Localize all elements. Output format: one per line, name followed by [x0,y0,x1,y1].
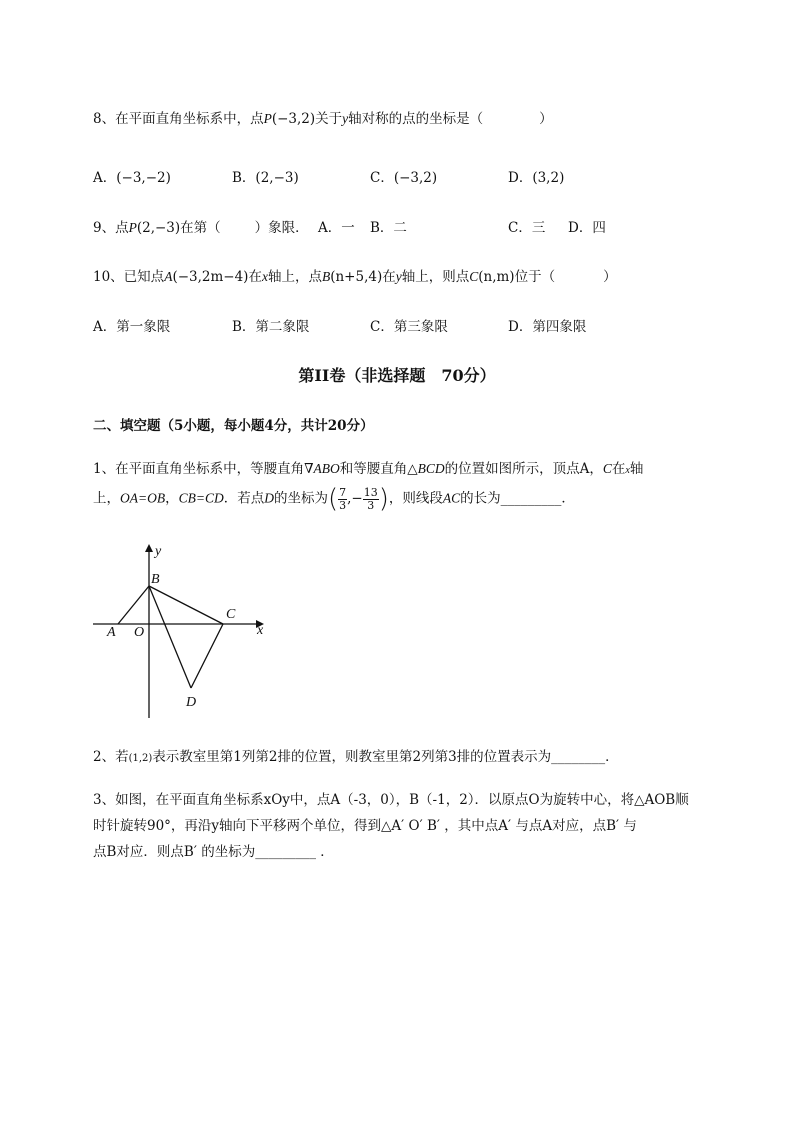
section-heading: 二、填空题（5小题，每小题4分，共计20分） [93,418,374,434]
segment-cd [191,624,223,688]
label-x: x [257,623,264,638]
y-axis-arrow [145,544,153,552]
q8-option-c[interactable]: C．(−3,2) [370,170,438,186]
q8-option-a[interactable]: A．(−3,−2) [93,170,171,186]
fill-3-line-1: 3、如图，在平面直角坐标系xOy中，点A（-3，0），B（-1，2）．以原点O为旋转中心，将△AOB顺 [93,792,689,808]
label-c: C [226,607,236,622]
label-b: B [151,572,160,587]
segment-ab [118,586,149,624]
fill-3-line-3: 点B对应．则点B′ 的坐标为_________ ． [93,844,334,860]
q10-option-d[interactable]: D．第四象限 [508,319,587,335]
segment-bc [149,586,223,624]
fill-3-line-2: 时针旋转90°，再沿y轴向下平移两个单位，得到△A′ O′ B′ ，其中点A′ 与点A对应，点B′ 与 [93,818,637,834]
question-10-stem: 10、已知点A(−3,2m−4)在x轴上，点B(n+5,4)在y轴上，则点C(n,m)位于（ ） [93,269,617,285]
q9-option-c[interactable]: C．三 [508,220,546,236]
q10-option-a[interactable]: A．第一象限 [93,319,171,335]
q10-option-b[interactable]: B．第二象限 [232,319,310,335]
fill-1-line-2: 上，OA=OB，CB=CD．若点D的坐标为( $\frac{7}{3}$ ,− $\frac{13}{3}$ )，则线段AC的长为_________． [93,484,575,514]
q9-option-b[interactable]: B．二 [370,220,407,236]
question-8-stem: 8、在平面直角坐标系中，点P(−3,2)关于y轴对称的点的坐标是（ ） [93,111,553,127]
q9-option-d[interactable]: D．四 [568,220,606,236]
q10-option-c[interactable]: C．第三象限 [370,319,448,335]
coordinate-figure [88,540,278,720]
fraction-thirteen-thirds: $\frac{13}{3}$ [363,485,378,512]
fill-1-line-1: 1、在平面直角坐标系中，等腰直角∇ABO和等腰直角△BCD的位置如图所示，顶点A，C在x轴 [93,461,644,477]
fraction-seven-thirds: $\frac{7}{3}$ [339,485,347,512]
q9-option-a[interactable]: A．一 [318,220,355,236]
label-o: O [134,625,145,640]
label-y: y [155,544,162,559]
label-d: D [186,695,197,710]
segment-bd [149,586,191,688]
q8-option-b[interactable]: B．(2,−3) [232,170,299,186]
fill-2: 2、若(1,2)表示教室里第1列第2排的位置，则教室里第2列第3排的位置表示为________． [93,749,619,765]
q8-option-d[interactable]: D．(3,2) [508,170,565,186]
question-9-stem: 9、点P(2,−3)在第（ ）象限． [93,220,309,236]
part-2-title: 第II卷（非选择题 70分） [298,366,496,385]
label-a: A [107,625,116,640]
